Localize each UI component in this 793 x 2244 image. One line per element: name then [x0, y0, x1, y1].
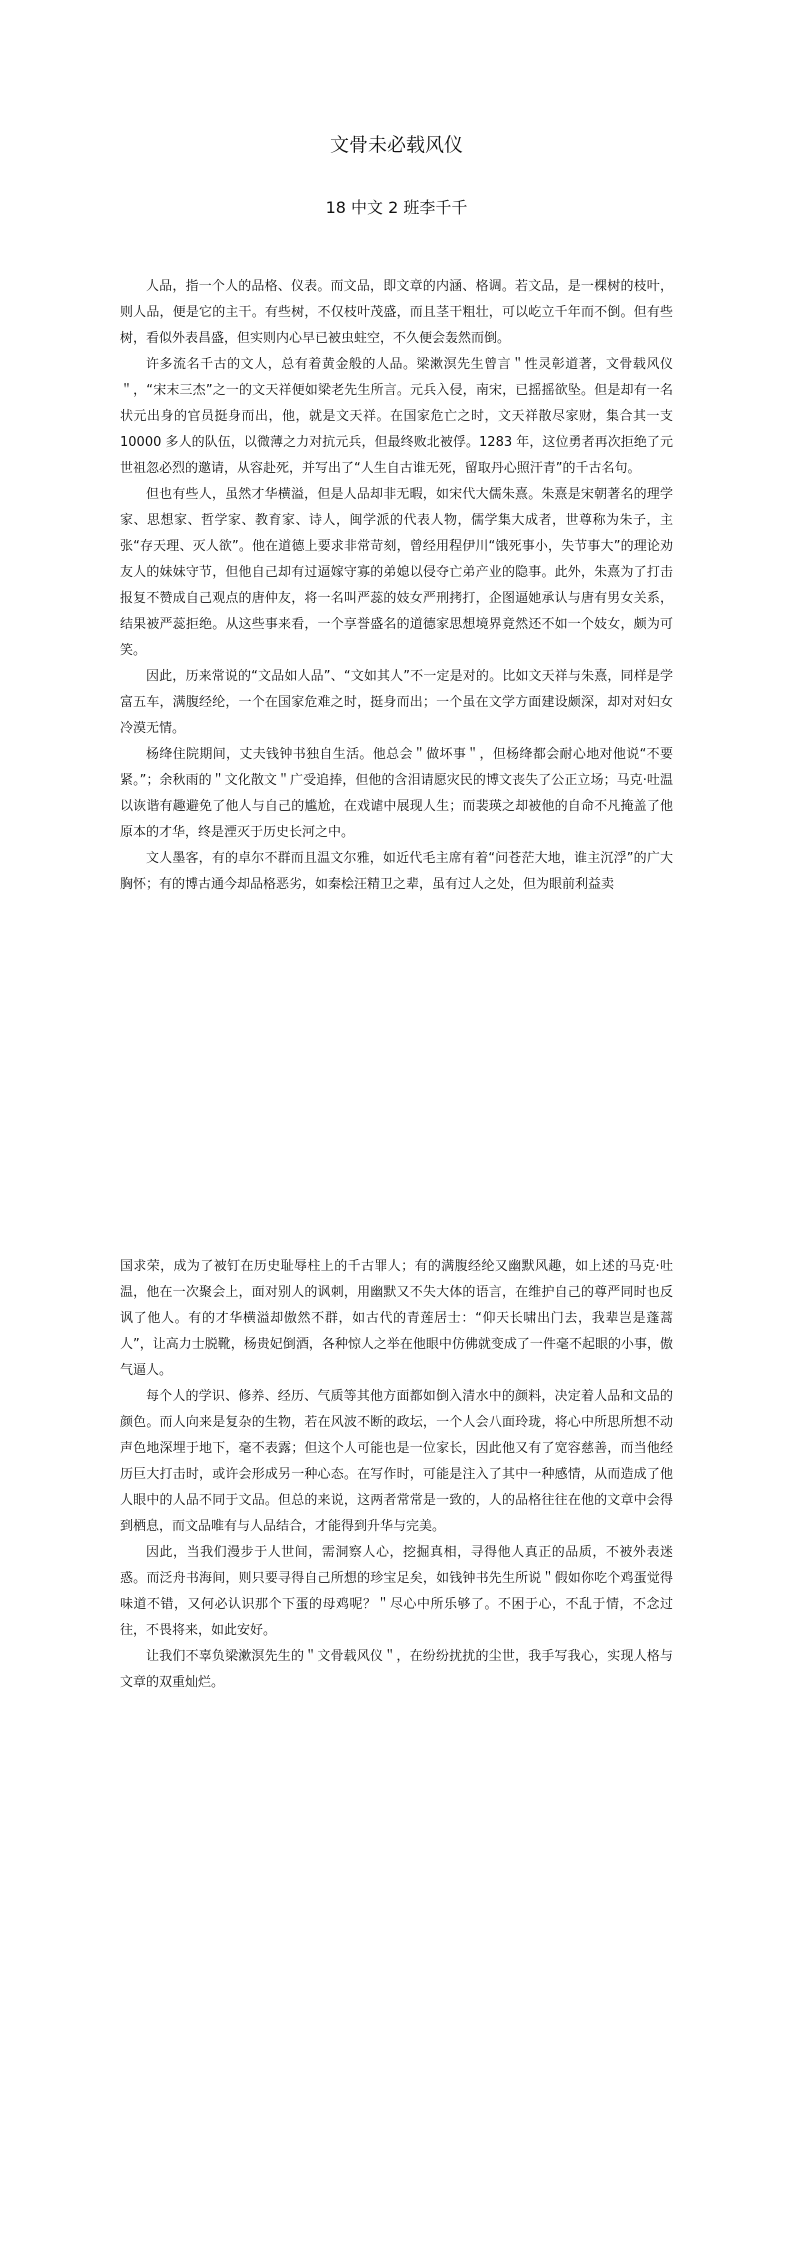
essay-paragraph: 让我们不辜负梁漱溟先生的＂文骨载风仪＂，在纷纷扰扰的尘世，我手写我心，实现人格与文章的双重灿烂。 — [120, 1649, 673, 1690]
essay-paragraph: 但也有些人，虽然才华横溢，但是人品却非无暇，如宋代大儒朱熹。朱熹是宋朝著名的理学家、思想家、哲学家、教育家、诗人，闽学派的代表人物，儒学集大成者，世尊称为朱子，主张“存天理、灭人欲”。他在道德上要求非常苛刻，曾经用程伊川“饿死事小，失节事大”的理论劝友人的妹妹守节，但他自己却有过逼嫁守寡的弟媳以侵夺亡弟产业的隐事。此外，朱熹为了打击报复不赞成自己观点的唐仲友，将一名叫严蕊的妓女严刑拷打，企图逼她承认与唐有男女关系，结果被严蕊拒绝。从这些事来看，一个享誉盛名的道德家思想境界竟然还不如一个妓女，颇为可笑。 — [120, 487, 673, 658]
document-title: 文骨未必载风仪 — [329, 134, 463, 156]
essay-paragraph: 许多流名千古的文人，总有着黄金般的人品。梁漱溟先生曾言＂性灵彰道著，文骨载风仪＂，“宋末三杰”之一的文天祥便如梁老先生所言。元兵入侵，南宋，已摇摇欲坠。但是却有一名状元出身的官员挺身而出，他，就是文天祥。在国家危亡之时，文天祥散尽家财，集合其一支 10000 多人的队伍，以微薄之力对抗元兵，但最终败北被俘。1283 年，这位勇者再次拒绝了元世祖忽必烈的邀请，从容赴死，并写出了“人生自古谁无死，留取丹心照汗青”的千古名句。 — [120, 357, 673, 476]
essay-paragraph: 因此，历来常说的“文品如人品”、“文如其人”不一定是对的。比如文天祥与朱熹，同样是学富五车，满腹经纶，一个在国家危难之时，挺身而出；一个虽在文学方面建设颇深，却对对妇女冷漠无情。 — [120, 669, 673, 736]
essay-body-lower — [120, 1254, 673, 1696]
author-byline: 18 中文 2 班李千千 — [325, 198, 468, 217]
essay-body-upper — [120, 274, 673, 898]
essay-paragraph: 人品，指一个人的品格、仪表。而文品，即文章的内涵、格调。若文品，是一棵树的枝叶，则人品，便是它的主干。有些树，不仅枝叶茂盛，而且茎干粗壮，可以屹立千年而不倒。但有些树，看似外表昌盛，但实则内心早已被虫蛀空，不久便会轰然而倒。 — [120, 279, 673, 346]
essay-paragraph: 因此，当我们漫步于人世间，需洞察人心，挖掘真相，寻得他人真正的品质，不被外表迷惑。而泛舟书海间，则只要寻得自己所想的珍宝足矣，如钱钟书先生所说＂假如你吃个鸡蛋觉得味道不错，又何必认识那个下蛋的母鸡呢？＂尽心中所乐够了。不困于心，不乱于情，不念过往，不畏将来，如此安好。 — [120, 1545, 673, 1638]
essay-paragraph: 杨绛住院期间，丈夫钱钟书独自生活。他总会＂做坏事＂，但杨绛都会耐心地对他说“不要紧。”；余秋雨的＂文化散文＂广受追捧，但他的含泪请愿灾民的博文丧失了公正立场；马克·吐温以诙谐有趣避免了他人与自己的尴尬，在戏谑中展现人生；而裴瑛之却被他的自命不凡掩盖了他原本的才华，终是湮灭于历史长河之中。 — [120, 747, 673, 840]
essay-paragraph: 每个人的学识、修养、经历、气质等其他方面都如倒入清水中的颜料，决定着人品和文品的颜色。而人向来是复杂的生物，若在风波不断的政坛，一个人会八面玲珑，将心中所思所想不动声色地深埋于地下，毫不表露；但这个人可能也是一位家长，因此他又有了宽容慈善，而当他经历巨大打击时，或许会形成另一种心态。在写作时，可能是注入了其中一种感情，从而造成了他人眼中的人品不同于文品。但总的来说，这两者常常是一致的，人的品格往往在他的文章中会得到栖息，而文品唯有与人品结合，才能得到升华与完美。 — [120, 1389, 673, 1534]
essay-paragraph-continued: 国求荣，成为了被钉在历史耻辱柱上的千古罪人；有的满腹经纶又幽默风趣，如上述的马克·吐温，他在一次聚会上，面对别人的讽刺，用幽默又不失大体的语言，在维护自己的尊严同时也反讽了他人。有的才华横溢却傲然不群，如古代的青莲居士：“仰天长啸出门去，我辈岂是蓬蒿人”，让高力士脱靴，杨贵妃倒酒，各种惊人之举在他眼中仿佛就变成了一件毫不起眼的小事，傲气逼人。 — [120, 1259, 673, 1378]
essay-paragraph: 文人墨客，有的卓尔不群而且温文尔雅，如近代毛主席有着“问苍茫大地，谁主沉浮”的广大胸怀；有的博古通今却品格恶劣，如秦桧汪精卫之辈，虽有过人之处，但为眼前利益卖 — [120, 851, 673, 892]
